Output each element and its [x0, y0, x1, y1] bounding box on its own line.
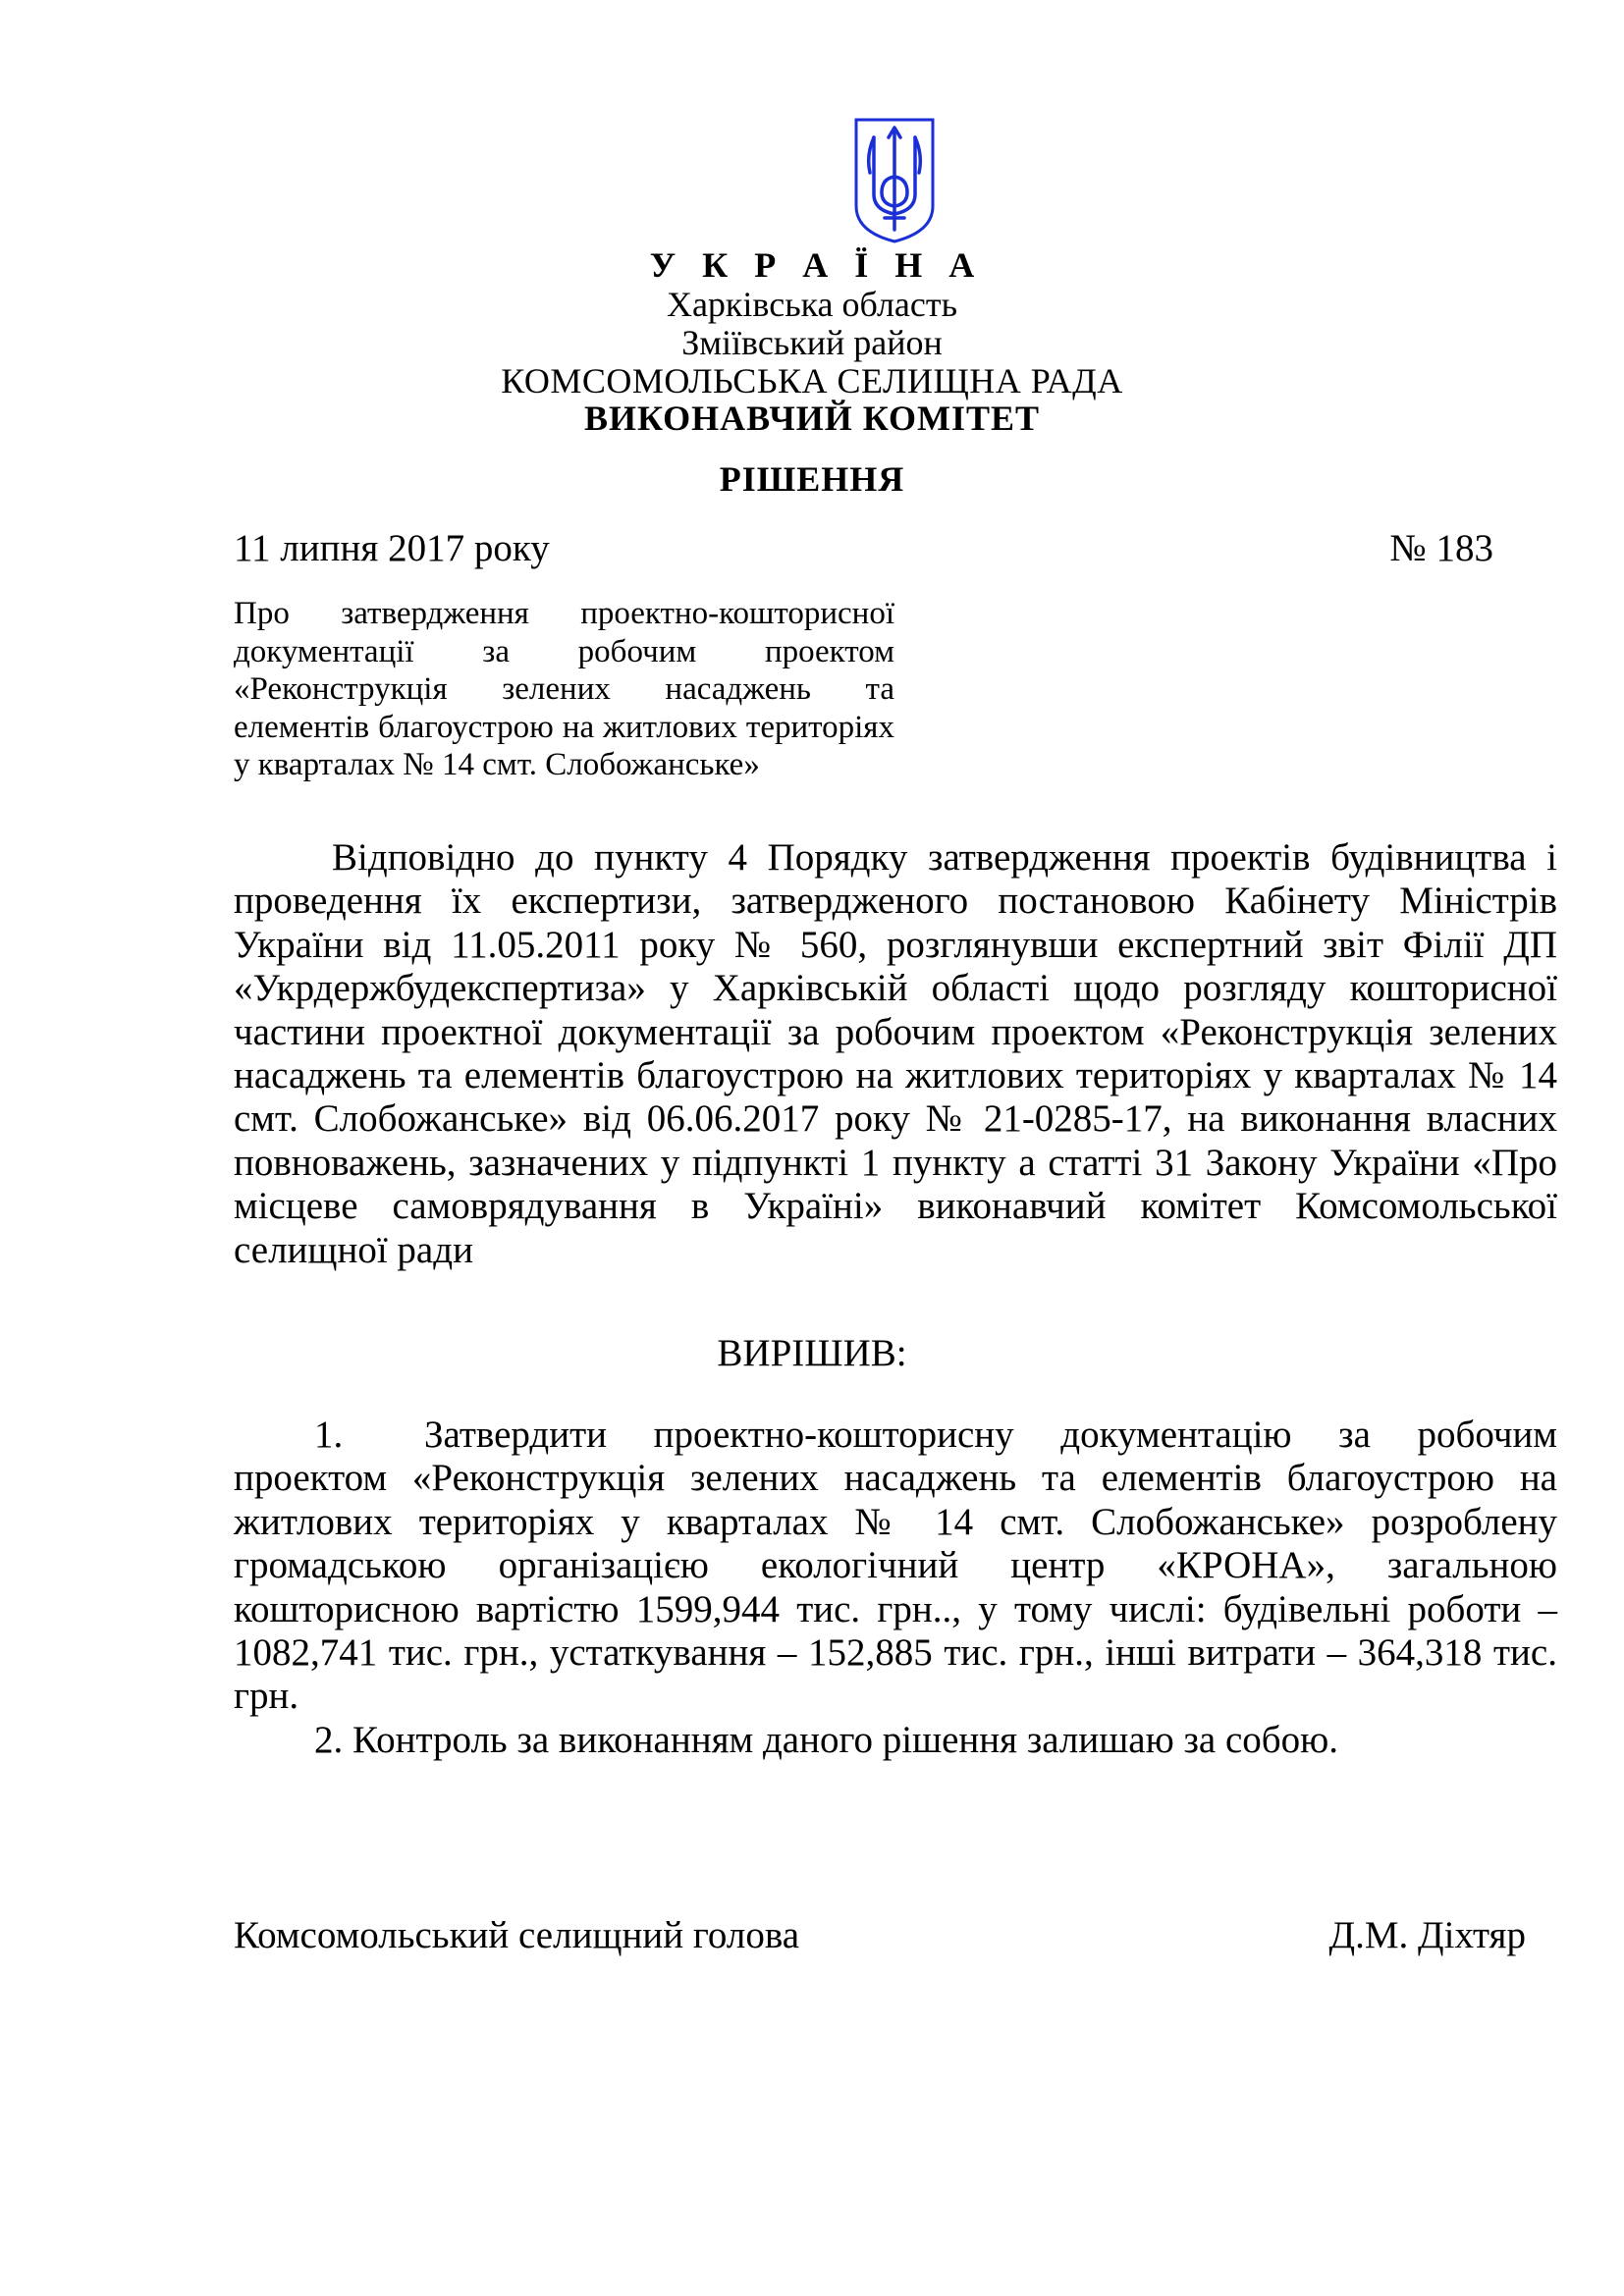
- decision-number: № 183: [1389, 527, 1493, 569]
- council-name: КОМСОМОЛЬСЬКА СЕЛИЩНА РАДА: [501, 361, 1123, 400]
- decision-subject: Про затвердження проектно-кошторисної документації за робочим проектом «Реконструкція зелених насаджень та елементів благоустрою на житлових територіях у кварталах № 14 смт. Слобожанське»: [234, 596, 894, 782]
- decision-item-1-text: Затвердити проектно-кошторисну документацію за робочим проектом «Реконструкція зелених насаджень та елементів благоустрою на житлових територіях у кварталах № 14 смт. Слобожанське» розроблену громадською організацією екологічний центр «КРОНА», загальною кошторисною вартістю 1599,944 тис. грн.., у тому числі: будівельні роботи – 1082,741 тис. грн., устаткування – 152,885 тис. грн., інші витрати – 364,318 тис. грн.: [234, 1414, 1557, 1718]
- decision-item-1: [234, 1414, 1557, 1719]
- district-name: Зміївський район: [681, 323, 943, 362]
- coat-of-arms-trident-icon: [852, 116, 937, 245]
- signatory-name: Д.М. Діхтяр: [1328, 1914, 1526, 1956]
- preamble-paragraph: Відповідно до пункту 4 Порядку затвердження проектів будівництва і проведення їх експертизи, затвердженого постановою Кабінету Міністрів України від 11.05.2011 року № 560, розглянувши експертний звіт Філії ДП «Укрдержбудекспертиза» у Харківській області щодо розгляду кошторисної частини проектної документації за робочим проектом «Реконструкція зелених насаджень та елементів благоустрою на житлових територіях у кварталах № 14 смт. Слобожанське» від 06.06.2017 року № 21-0285-17, на виконання власних повноважень, зазначених у підпункті 1 пункту а статті 31 Закону України «Про місцеве самоврядування в Україні» виконавчий комітет Комсомольської селищної ради: [234, 836, 1557, 1271]
- decision-heading: ВИРІШИВ:: [717, 1332, 907, 1374]
- country-title: У К Р А Ї Н А: [649, 245, 984, 285]
- document-type-title: РІШЕННЯ: [719, 459, 905, 499]
- decision-item-1-number: 1.: [314, 1414, 344, 1456]
- decision-date: 11 липня 2017 року: [234, 527, 550, 569]
- region-name: Харківська область: [666, 285, 958, 324]
- committee-name: ВИКОНАВЧИЙ КОМІТЕТ: [583, 399, 1041, 438]
- signatory-position: Комсомольський селищний голова: [234, 1914, 800, 1956]
- decision-item-2: 2. Контроль за виконанням даного рішення залишаю за собою.: [314, 1719, 1338, 1761]
